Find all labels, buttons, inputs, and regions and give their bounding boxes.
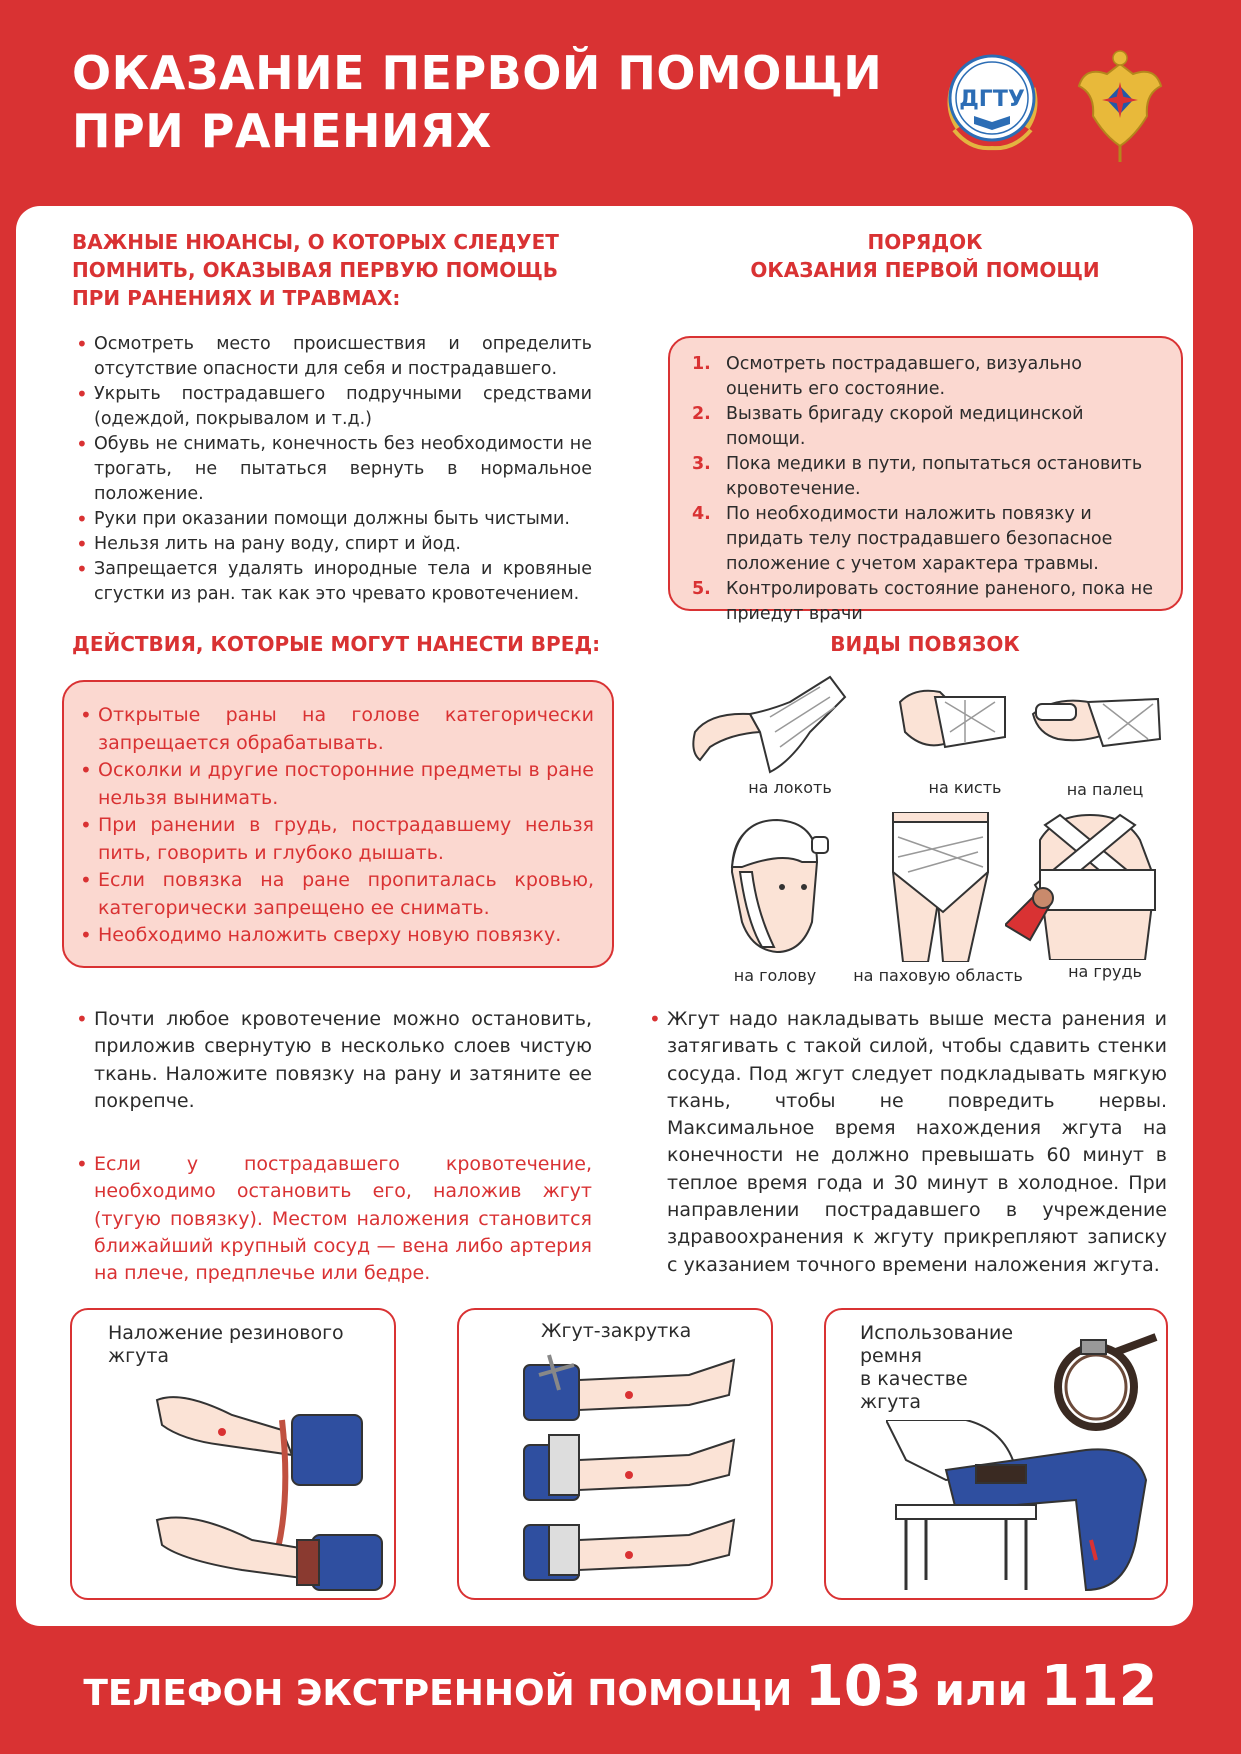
list-item: • Укрыть пострадавшего подручными средствами (одеждой, покрывалом и т.д.): [72, 382, 592, 432]
list-item: • Если повязка на ране пропиталась кровью, категорически запрещено ее снимать.: [76, 867, 594, 922]
list-item: • Если у пострадавшего кровотечение, необходимо остановить его, наложив жгут (тугую повязку). Местом наложения становится ближайший крупный сосуд — вена либо артерия на плече, предплечье или бедре.: [72, 1151, 592, 1287]
caption-chest: на грудь: [1068, 962, 1142, 981]
phone-112: 112: [1040, 1654, 1158, 1719]
page-title: [72, 44, 882, 160]
step-item: 4. По необходимости наложить повязку и придать телу пострадавшего безопасное положение с учетом характера травмы.: [692, 504, 1113, 574]
caption-elbow: на локоть: [748, 778, 832, 797]
important-list: [72, 332, 592, 607]
list-item: • Необходимо наложить сверху новую повязку.: [76, 922, 594, 950]
mchs-emblem: [1075, 46, 1165, 164]
order-heading: ПОРЯДОК ОКАЗАНИЯ ПЕРВОЙ ПОМОЩИ: [750, 230, 1100, 282]
footer-text: ТЕЛЕФОН ЭКСТРЕННОЙ ПОМОЩИ: [83, 1673, 793, 1714]
list-item: • Открытые раны на голове категорически запрещается обрабатывать.: [76, 702, 594, 757]
rubber-tourniquet-box: [70, 1308, 396, 1600]
bleeding-paragraphs: [72, 1006, 592, 1288]
finger-bandage-illustration: [1028, 684, 1163, 764]
belt-illustration: [1046, 1332, 1161, 1432]
groin-bandage-illustration: [888, 812, 998, 962]
caption-head: на голову: [733, 966, 817, 985]
twist-tourniquet-illustration: [519, 1350, 739, 1595]
caption-finger: на палец: [1066, 780, 1144, 799]
step-item: 5. Контролировать состояние раненого, пока не приедут врачи: [692, 579, 1154, 624]
footer-or: или: [934, 1665, 1029, 1716]
belt-tourniquet-illustration: [886, 1420, 1156, 1595]
svg-text:ДГТУ: ДГТУ: [959, 87, 1025, 112]
list-item: • Руки при оказании помощи должны быть чистыми.: [72, 507, 592, 532]
bleeding-list-2: [72, 1151, 592, 1287]
chest-bandage-illustration: [1005, 810, 1175, 960]
list-item: • Нельзя лить на рану воду, спирт и йод.: [72, 532, 592, 557]
harm-heading: ДЕЙСТВИЯ, КОТОРЫЕ МОГУТ НАНЕСТИ ВРЕД:: [72, 632, 601, 656]
caption-groin: на паховую область: [853, 966, 1023, 985]
step-item: 3. Пока медики в пути, попытаться остановить кровотечение.: [692, 454, 1143, 499]
elbow-bandage-illustration: [690, 672, 850, 777]
order-steps: [692, 352, 1163, 627]
phone-103: 103: [804, 1654, 922, 1719]
title-line-2: ПРИ РАНЕНИЯХ: [72, 104, 492, 158]
step-item: 1. Осмотреть пострадавшего, визуально оценить его состояние.: [692, 354, 1082, 399]
bleeding-list-1: [72, 1006, 592, 1115]
list-item: • Почти любое кровотечение можно остановить, приложив свернутую в несколько слоев чистую ткань. Наложите повязку на рану и затяните ее покрепче.: [72, 1006, 592, 1115]
twist-tourniquet-box: [457, 1308, 773, 1600]
important-heading: ВАЖНЫЕ НЮАНСЫ, О КОТОРЫХ СЛЕДУЕТ ПОМНИТЬ, ОКАЗЫВАЯ ПЕРВУЮ ПОМОЩЬ ПРИ РАНЕНИЯХ И ТРАВМАХ:: [72, 230, 559, 310]
list-item: • Осмотреть место происшествия и определить отсутствие опасности для себя и пострадавшего.: [72, 332, 592, 382]
title-line-1: ОКАЗАНИЕ ПЕРВОЙ ПОМОЩИ: [72, 46, 883, 100]
harm-list: [76, 702, 594, 950]
order-box: [668, 336, 1183, 624]
bandage-heading: ВИДЫ ПОВЯЗОК: [830, 632, 1020, 656]
list-item: • При ранении в грудь, пострадавшему нельзя пить, говорить и глубоко дышать.: [76, 812, 594, 867]
list-item: • Осколки и другие посторонние предметы в ране нельзя вынимать.: [76, 757, 594, 812]
dstu-logo: [940, 50, 1045, 160]
harm-box: [62, 680, 614, 968]
caption-hand: на кисть: [928, 778, 1002, 797]
tourniquet-paragraph: [645, 1006, 1167, 1279]
hand-bandage-illustration: [895, 672, 1015, 767]
step-item: 2. Вызвать бригаду скорой медицинской помощи.: [692, 404, 1084, 449]
twist-tourniquet-title: Жгут-закрутка: [541, 1320, 692, 1342]
list-item: • Запрещается удалять инородные тела и кровяные сгустки из ран. так как это чревато кровотечением.: [72, 557, 592, 607]
head-bandage-illustration: [712, 812, 832, 962]
rubber-tourniquet-title: Наложение резинового жгута: [108, 1322, 344, 1367]
list-item: • Жгут надо накладывать выше места ранения и затягивать с такой силой, чтобы сдавить стенки сосуда. Под жгут следует подкладывать мягкую ткань, чтобы не повредить нервы. Максимальное время нахождения жгута на конечности не должно превышать 60 минут в теплое время года и 30 минут в холодное. При направлении пострадавшего в учреждение здравоохранения к жгуту прикрепляют записку с указанием точного времени наложения жгута.: [645, 1006, 1167, 1279]
belt-tourniquet-title: Использование ремня в качестве жгута: [860, 1322, 1014, 1413]
emergency-phone-footer: [0, 1652, 1241, 1729]
list-item: • Обувь не снимать, конечность без необходимости не трогать, не пытаться вернуть в нормальное положение.: [72, 432, 592, 507]
rubber-tourniquet-illustration: [152, 1370, 392, 1595]
belt-tourniquet-box: [824, 1308, 1168, 1600]
